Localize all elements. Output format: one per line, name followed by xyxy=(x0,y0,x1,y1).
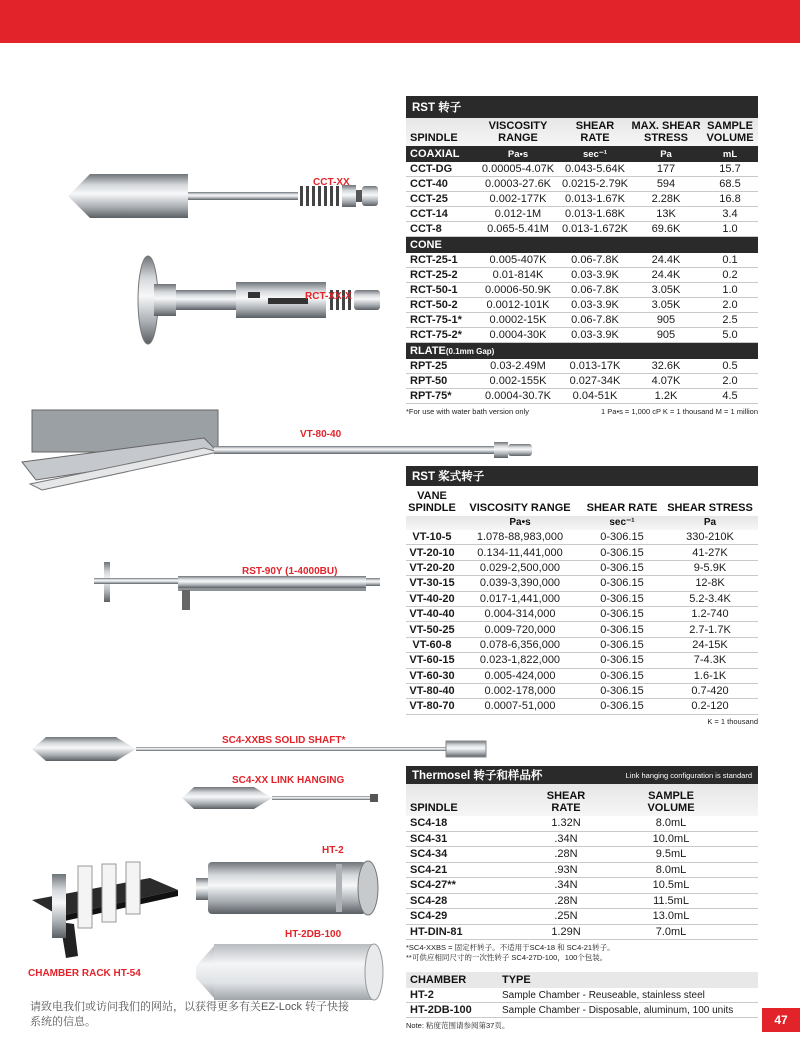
cell: HT-DIN-81 xyxy=(410,925,463,938)
cell: 0.005-424,000 xyxy=(484,669,556,682)
cell: VT-60-8 xyxy=(412,638,452,651)
table-row xyxy=(406,832,758,848)
cell: 2.28K xyxy=(651,193,681,205)
cell: 0.1 xyxy=(722,254,738,266)
rst-table-header: SPINDLE VISCOSITY RANGE SHEAR RATE MAX. SHEAR STRESS SAMPLE VOLUME xyxy=(406,118,758,146)
table-row xyxy=(406,207,758,222)
cell: 9-5.9K xyxy=(693,561,727,574)
cell: 3.05K xyxy=(651,299,681,311)
table-row xyxy=(406,878,758,894)
table-row xyxy=(406,638,758,653)
table-row xyxy=(406,576,758,591)
cell: 69.6K xyxy=(651,223,681,235)
cell: 0.013-1.68K xyxy=(565,208,625,220)
vane-units-row: Pa•s sec⁻¹ Pa xyxy=(406,516,758,530)
table-row xyxy=(406,268,758,283)
cell: 177 xyxy=(656,163,676,175)
sc4-link-label: SC4-XX LINK HANGING xyxy=(232,775,345,786)
cell: 7-4.3K xyxy=(693,654,727,667)
cell: .28N xyxy=(554,894,578,907)
cell: 32.6K xyxy=(651,360,681,372)
cell: RCT-25-2 xyxy=(410,269,458,281)
cell: 0.013-17K xyxy=(569,360,621,372)
cell: Sample Chamber - Disposable, aluminum, 100 units xyxy=(502,1004,734,1016)
cell: 12-8K xyxy=(695,577,725,590)
cell: SC4-28 xyxy=(410,894,448,907)
cell: CCT-25 xyxy=(410,193,448,205)
table-row xyxy=(406,925,758,941)
cell: 24.4K xyxy=(651,254,681,266)
cell: 0.002-177K xyxy=(489,193,547,205)
table-row xyxy=(406,283,758,298)
table-row xyxy=(406,592,758,607)
cell: 2.0 xyxy=(722,375,738,387)
cell: 0.2-120 xyxy=(691,700,729,713)
cell: HT-2DB-100 xyxy=(410,1004,472,1016)
rst-footnotes: *For use with water bath version only 1 Pa•s = 1,000 cP K = 1 thousand M = 1 million xyxy=(406,407,758,416)
cell: 2.5 xyxy=(722,314,738,326)
cell: 0.0002-15K xyxy=(489,314,547,326)
table-row xyxy=(406,561,758,576)
cell: RCT-75-2* xyxy=(410,329,462,341)
cell: RPT-50 xyxy=(410,375,448,387)
cell: 0.0006-50.9K xyxy=(484,284,552,296)
cell: 13.0mL xyxy=(652,910,690,923)
table-row xyxy=(406,389,758,404)
cell: 1.2K xyxy=(654,390,678,402)
cell: 1.32N xyxy=(551,817,581,830)
cell: VT-60-30 xyxy=(409,669,455,682)
cell: 2.7-1.7K xyxy=(689,623,731,636)
cell: 1.2-740 xyxy=(691,608,729,621)
cell: 0.065-5.41M xyxy=(487,223,549,235)
chamber-note: Note: 粘度范围请参阅第37页。 xyxy=(406,1021,510,1030)
cell: VT-30-15 xyxy=(409,577,455,590)
cell: 16.8 xyxy=(719,193,741,205)
cell: VT-80-40 xyxy=(409,685,455,698)
cell: 0.7-420 xyxy=(691,685,729,698)
cell: RCT-50-1 xyxy=(410,284,458,296)
cell: 5.0 xyxy=(722,329,738,341)
cell: 8.0mL xyxy=(655,817,687,830)
table-row xyxy=(406,328,758,343)
cell: 0.039-3,390,000 xyxy=(479,577,561,590)
cell: 0.03-3.9K xyxy=(571,269,619,281)
sc4-link-hanging-image xyxy=(182,784,382,812)
cell: 0.01-814K xyxy=(492,269,544,281)
cell: SC4-18 xyxy=(410,817,448,830)
cell: 0-306.15 xyxy=(600,623,644,636)
cell: 905 xyxy=(656,329,676,341)
section-name: RLATE xyxy=(410,345,446,357)
cell: 0.023-1,822,000 xyxy=(479,654,561,667)
cell: CCT-14 xyxy=(410,208,448,220)
table-row xyxy=(406,298,758,313)
cell: 0.002-178,000 xyxy=(484,685,556,698)
cell: 0.06-7.8K xyxy=(571,254,619,266)
cell: 1.0 xyxy=(722,223,738,235)
table-row xyxy=(406,669,758,684)
rack-label: CHAMBER RACK HT-54 xyxy=(28,968,141,979)
cell: 1.6-1K xyxy=(693,669,727,682)
cell: 330-210K xyxy=(686,531,734,544)
table-row xyxy=(406,545,758,560)
cell: RCT-25-1 xyxy=(410,254,458,266)
rst-table-title: RST 转子 xyxy=(406,96,758,118)
cell: 0.00005-4.07K xyxy=(481,163,555,175)
thermosel-table-title: Thermosel 转子和样品杯 Link hanging configuration is standard xyxy=(406,766,758,784)
cell: RPT-25 xyxy=(410,360,448,372)
table-row xyxy=(406,192,758,207)
cell: 0.005-407K xyxy=(489,254,547,266)
cell: SC4-29 xyxy=(410,910,448,923)
cell: 0.0004-30.7K xyxy=(484,390,552,402)
table-row xyxy=(406,847,758,863)
cell: SC4-27** xyxy=(410,879,456,892)
rct-label: RCT-XX-X xyxy=(305,291,352,302)
cell: Sample Chamber - Reuseable, stainless steel xyxy=(502,989,705,1001)
ht2db-label: HT-2DB-100 xyxy=(285,929,342,940)
cell: 0.002-155K xyxy=(489,375,547,387)
cell: 0.0004-30K xyxy=(489,329,547,341)
table-row xyxy=(406,909,758,925)
table-row xyxy=(406,162,758,177)
section-name-wrap xyxy=(406,345,630,357)
table-row xyxy=(406,177,758,192)
page-number: 47 xyxy=(762,1008,800,1032)
ht-2db-100-image xyxy=(196,938,386,1006)
cell: 594 xyxy=(656,178,676,190)
unit-label: Pa xyxy=(660,148,672,160)
unit-label: sec⁻¹ xyxy=(582,148,608,160)
cell: 0-306.15 xyxy=(600,546,644,559)
cell: 905 xyxy=(656,314,676,326)
table-row xyxy=(406,653,758,668)
cell: 0.06-7.8K xyxy=(571,314,619,326)
thermosel-table-header: SPINDLE SHEAR RATE SAMPLE VOLUME xyxy=(406,784,758,816)
rst-spindle-table xyxy=(406,96,758,416)
cell: 3.4 xyxy=(722,208,738,220)
vane-table-header: VANE SPINDLE VISCOSITY RANGE SHEAR RATE SHEAR STRESS xyxy=(406,486,758,516)
cell: CCT-8 xyxy=(410,223,442,235)
cell: 0.0003-27.6K xyxy=(484,178,552,190)
table-row xyxy=(406,222,758,237)
footer-contact-text: 请致电我们或访问我们的网站，以获得更多有关EZ-Lock 转子快接系统的信息。 xyxy=(30,1001,350,1028)
table-row xyxy=(406,374,758,389)
cell: 0.0012-101K xyxy=(486,299,550,311)
cell: VT-40-40 xyxy=(409,608,455,621)
cell: 0.029-2,500,000 xyxy=(479,561,561,574)
cell: 0.004-314,000 xyxy=(484,608,556,621)
cell: 68.5 xyxy=(719,178,741,190)
table-row xyxy=(406,684,758,699)
cct-label: CCT-XX xyxy=(313,177,350,188)
cell: 0.04-51K xyxy=(572,390,618,402)
unit-label: Pa•s xyxy=(507,148,529,160)
unit-label: mL xyxy=(722,148,738,160)
thermosel-notes: *SC4-XXBS = 固定杆转子。不适用于SC4-18 和 SC4-21转子。 **可供应相同尺寸的一次性转子 SC4-27D-100，100个包装。 xyxy=(406,943,615,962)
table-row xyxy=(406,622,758,637)
table-row xyxy=(406,699,758,714)
cell: 8.0mL xyxy=(655,863,687,876)
cell: 0-306.15 xyxy=(600,608,644,621)
vane-spindle-table xyxy=(406,466,758,726)
section-name: CONE xyxy=(410,239,442,251)
vane-footnote: K = 1 thousand xyxy=(707,716,758,726)
cell: 0.06-7.8K xyxy=(571,284,619,296)
cell: 0.043-5.64K xyxy=(565,163,625,175)
cell: 7.0mL xyxy=(655,925,687,938)
cell: 4.5 xyxy=(722,390,738,402)
cell: VT-20-20 xyxy=(409,561,455,574)
cell: 0-306.15 xyxy=(600,531,644,544)
cell: 15.7 xyxy=(719,163,741,175)
cell: SC4-34 xyxy=(410,848,448,861)
rst-90y-image xyxy=(94,560,384,614)
cell: 13K xyxy=(656,208,676,220)
cell: RCT-50-2 xyxy=(410,299,458,311)
cell: 0-306.15 xyxy=(600,700,644,713)
rst90y-label: RST-90Y (1-4000BU) xyxy=(242,566,338,577)
cell: 0-306.15 xyxy=(600,654,644,667)
cell: 3.05K xyxy=(651,284,681,296)
cell: 0.013-1.67K xyxy=(565,193,625,205)
ht2-label: HT-2 xyxy=(322,845,344,856)
table-row xyxy=(406,894,758,910)
cell: 0.017-1,441,000 xyxy=(479,592,561,605)
section-name: COAXIAL xyxy=(410,148,460,160)
table-row xyxy=(406,1003,758,1018)
table-row xyxy=(406,530,758,545)
cell: 0.027-34K xyxy=(569,375,621,387)
cell: SC4-31 xyxy=(410,832,448,845)
cell: 41-27K xyxy=(692,546,728,559)
table-row xyxy=(406,816,758,832)
cell: 11.5mL xyxy=(653,894,689,907)
cell: 1.078-88,983,000 xyxy=(476,531,564,544)
cell: SC4-21 xyxy=(410,863,448,876)
cell: 0-306.15 xyxy=(600,669,644,682)
cell: 0.012-1M xyxy=(494,208,542,220)
cell: CCT-40 xyxy=(410,178,448,190)
cell: RPT-75* xyxy=(410,390,452,402)
cell: 10.5mL xyxy=(652,879,690,892)
table-row xyxy=(406,359,758,374)
table-section-coaxial xyxy=(406,146,758,162)
table-row xyxy=(406,253,758,268)
cell: CCT-DG xyxy=(410,163,453,175)
table-section-rlate xyxy=(406,343,758,359)
cell: .34N xyxy=(554,832,578,845)
cell: 0.0007-51,000 xyxy=(484,700,556,713)
cell: .25N xyxy=(554,910,578,923)
cell: 1.0 xyxy=(722,284,738,296)
cell: 0.03-3.9K xyxy=(571,299,619,311)
chamber-table-header: CHAMBER TYPE xyxy=(406,972,758,988)
cell: 1.29N xyxy=(551,925,581,938)
cell: VT-40-20 xyxy=(409,592,455,605)
table-row xyxy=(406,988,758,1003)
cell: 0-306.15 xyxy=(600,577,644,590)
cell: 0-306.15 xyxy=(600,561,644,574)
cell: VT-10-5 xyxy=(412,531,452,544)
cell: 0.0215-2.79K xyxy=(561,178,629,190)
cell: VT-50-25 xyxy=(409,623,455,636)
cell: .34N xyxy=(554,879,578,892)
cell: 0.03-3.9K xyxy=(571,329,619,341)
section-name-suffix: (0.1mm Gap) xyxy=(445,347,495,356)
cell: 0.009-720,000 xyxy=(484,623,556,636)
cell: 9.5mL xyxy=(655,848,687,861)
cell: HT-2 xyxy=(410,989,434,1001)
chamber-rack-image xyxy=(30,860,180,960)
cell: 0.5 xyxy=(722,360,738,372)
cell: VT-20-10 xyxy=(409,546,455,559)
sc4-solid-label: SC4-XXBS SOLID SHAFT* xyxy=(222,735,346,746)
cell: 0.2 xyxy=(722,269,738,281)
cell: 0.134-11,441,000 xyxy=(477,546,563,559)
top-red-bar xyxy=(0,0,800,43)
cell: VT-80-70 xyxy=(409,700,455,713)
cell: 24.4K xyxy=(651,269,681,281)
cell: 0-306.15 xyxy=(600,638,644,651)
cell: 0-306.15 xyxy=(600,592,644,605)
thermosel-table xyxy=(406,766,758,963)
table-row xyxy=(406,313,758,328)
cell: 0.078-6,356,000 xyxy=(479,638,561,651)
cell: 5.2-3.4K xyxy=(689,592,731,605)
cell: .28N xyxy=(554,848,578,861)
cell: 2.0 xyxy=(722,299,738,311)
vane-table-title: RST 桨式转子 xyxy=(406,466,758,486)
cell: 4.07K xyxy=(651,375,681,387)
cell: VT-60-15 xyxy=(409,654,455,667)
cell: 0-306.15 xyxy=(600,685,644,698)
cell: 24-15K xyxy=(692,638,728,651)
chamber-table xyxy=(406,972,758,1031)
ht-2-image xyxy=(196,858,386,918)
cell: 10.0mL xyxy=(652,832,690,845)
cell: .93N xyxy=(554,863,578,876)
table-row xyxy=(406,863,758,879)
cell: 0.013-1.672K xyxy=(561,223,629,235)
cell: 0.03-2.49M xyxy=(490,360,546,372)
cell: RCT-75-1* xyxy=(410,314,462,326)
table-section-cone xyxy=(406,237,758,253)
table-row xyxy=(406,607,758,622)
vt80-label: VT-80-40 xyxy=(300,429,342,440)
